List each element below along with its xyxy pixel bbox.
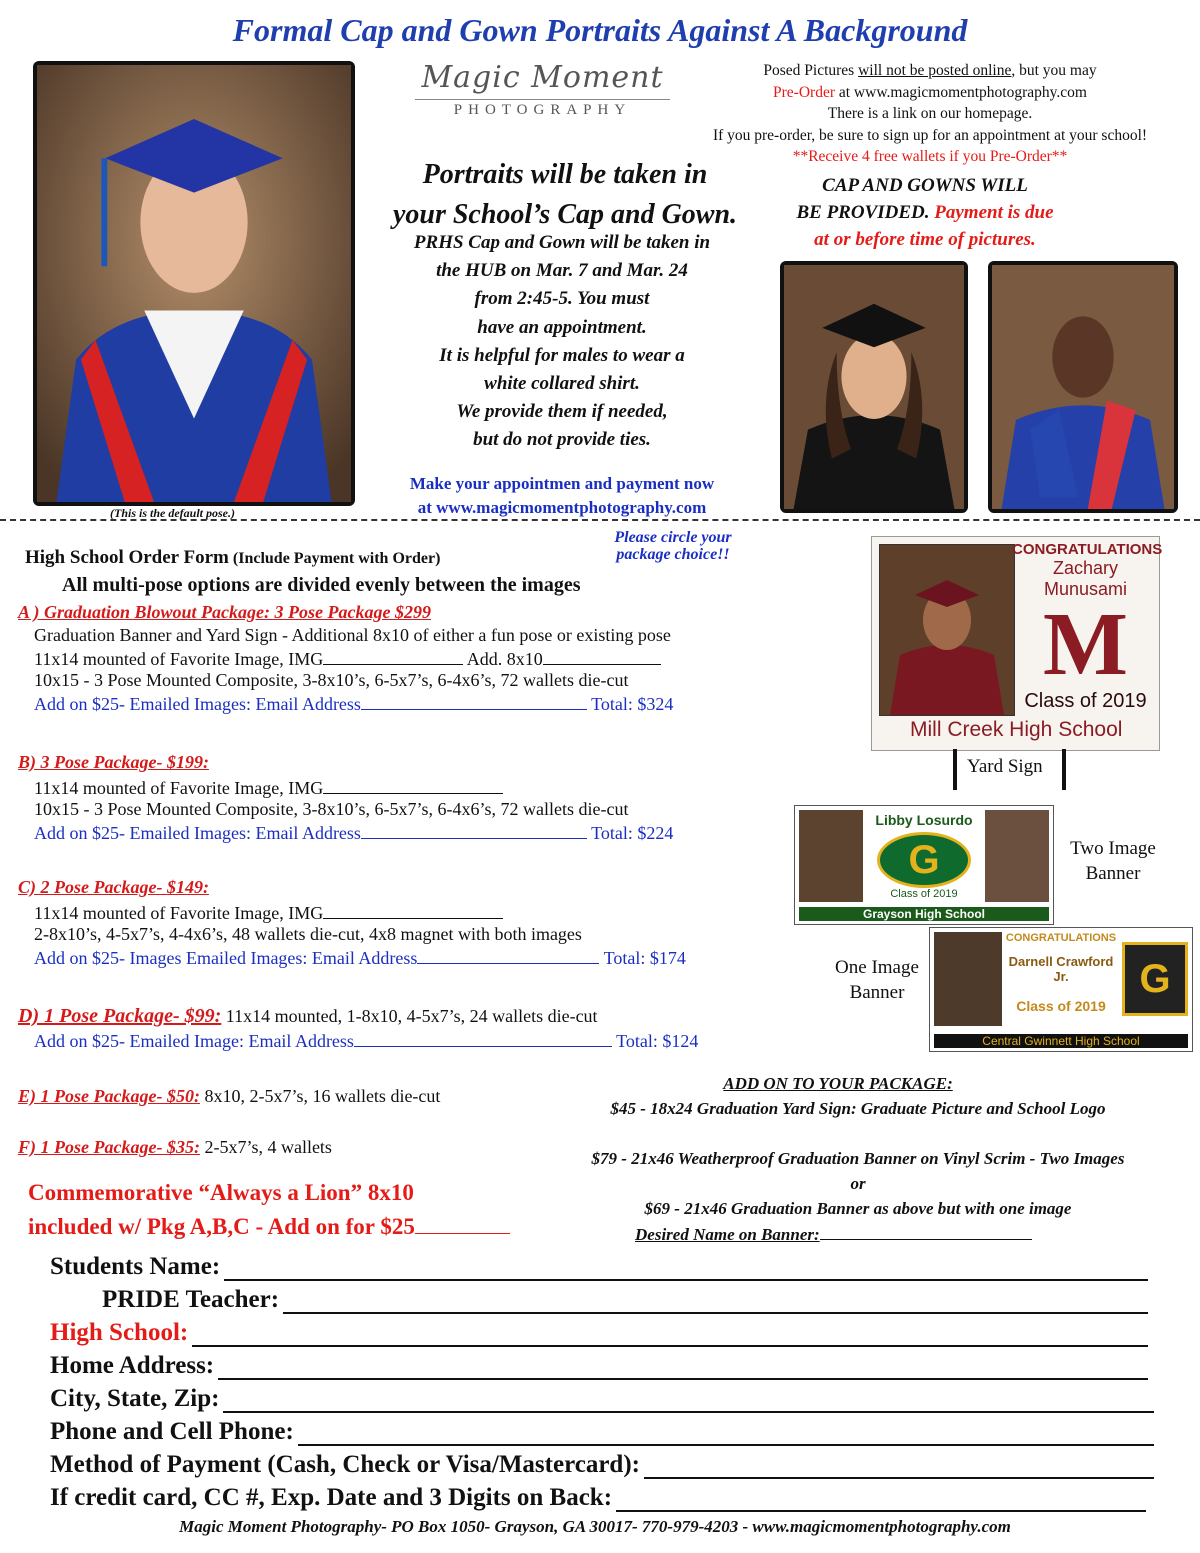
appointment-link[interactable]: Make your appointmen and payment now at www.magicmomentphotography.com <box>409 474 715 517</box>
notice-line1: Posed Pictures will not be posted online, but you may <box>763 62 1097 79</box>
addons-heading: ADD ON TO YOUR PACKAGE: <box>723 1074 953 1093</box>
page-title: Formal Cap and Gown Portraits Against A Background <box>232 12 968 48</box>
phone-field[interactable]: Phone and Cell Phone: <box>50 1418 1154 1446</box>
payment-method-field[interactable]: Method of Payment (Cash, Check or Visa/Mastercard): <box>50 1451 1154 1479</box>
yard-sign-class: Class of 2019 <box>1024 690 1147 712</box>
female-portrait-blue-gown <box>988 261 1178 513</box>
cap-gowns-notice: CAP AND GOWNS WILL BE PROVIDED. Payment is due at or before time of pictures. <box>796 175 1054 250</box>
two-image-banner-label: Two Image Banner <box>1070 838 1156 884</box>
main-portrait-caption: (This is the default pose.) <box>110 506 235 520</box>
students-name-field[interactable]: Students Name: <box>50 1253 1148 1281</box>
home-address-field[interactable]: Home Address: <box>50 1352 1148 1380</box>
two-image-school: Grayson High School <box>799 907 1049 921</box>
yard-sign-name: Zachary Munusami <box>1043 558 1128 599</box>
logo-sub: PHOTOGRAPHY <box>453 102 632 118</box>
city-state-zip-field[interactable]: City, State, Zip: <box>50 1385 1154 1413</box>
addon-one-image-banner[interactable]: $69 - 21x46 Graduation Banner as above but with one image <box>644 1199 1072 1218</box>
yard-sign-stake-right <box>1062 749 1066 790</box>
logo-script: Magic Moment <box>421 60 664 95</box>
notice-line2: Pre-Order at www.magicmomentphotography.com <box>773 83 1087 101</box>
high-school-field[interactable]: High School: <box>50 1319 1148 1347</box>
magic-moment-logo <box>405 60 680 119</box>
schedule-details: PRHS Cap and Gown will be taken in the HUB on Mar. 7 and Mar. 24 from 2:45-5. You must have an appointment. It is helpful for males to wear a white collared shirt. We provide them if needed, but do not provide ties. <box>413 232 711 451</box>
commemorative-addon[interactable]: Commemorative “Always a Lion” 8x10 included w/ Pkg A,B,C - Add on for $25 <box>28 1177 510 1243</box>
one-image-congrats: CONGRATULATIONS <box>1005 932 1117 944</box>
package-b-title: B) 3 Pose Package- $199: <box>18 752 209 772</box>
grayson-logo: G <box>877 832 971 888</box>
yard-sign-school: Mill Creek High School <box>910 718 1123 741</box>
credit-card-field[interactable]: If credit card, CC #, Exp. Date and 3 Digits on Back: <box>50 1484 1146 1512</box>
package-a[interactable]: A ) Graduation Blowout Package: 3 Pose Package $299 Graduation Banner and Yard Sign - Additional 8x10 of either a fun pose or existing pose 11x14 mounted of Favorite Image, IMG Add. 8x10 10x15 - 3 Pose Mounted Composite, 3-8x10’s, 6-5x7’s, 6-4x6’s, 72 wallets die-cut Add on $25- Emailed Images: Email Address Total: $324 <box>18 602 674 714</box>
notice-line4: If you pre-order, be sure to sign up for an appointment at your school! <box>712 126 1148 144</box>
portraits-heading: Portraits will be taken in your School’s Cap and Gown. <box>392 159 738 230</box>
package-d-title: D) 1 Pose Package- $99: <box>18 1005 222 1027</box>
package-d[interactable]: D) 1 Pose Package- $99: 11x14 mounted, 1-8x10, 4-5x7’s, 24 wallets die-cut Add on $25- Emailed Image: Email Address Total: $124 <box>18 1005 699 1051</box>
preorder-label: Pre-Order <box>773 83 835 101</box>
package-b[interactable]: B) 3 Pose Package- $199: 11x14 mounted of Favorite Image, IMG 10x15 - 3 Pose Mounted Composite, 3-8x10’s, 6-5x7’s, 6-4x6’s, 72 wallets die-cut Add on $25- Emailed Images: Email Address Total: $224 <box>18 752 674 843</box>
multi-pose-note: All multi-pose options are divided evenly between the images <box>62 574 581 596</box>
order-form-heading: High School Order Form (Include Payment with Order) <box>25 547 441 568</box>
yard-sign-stake-left <box>953 749 957 790</box>
addons-section: ADD ON TO YOUR PACKAGE: $45 - 18x24 Graduation Yard Sign: Graduate Picture and School Logo $79 - 21x46 Weatherproof Graduation Banner on Vinyl Scrim - Two Images or $69 - 21x46 Graduation Banner as above but with one image Desired Name on Banner: <box>528 1071 1188 1247</box>
preorder-notice <box>660 60 1200 168</box>
desired-name-field[interactable]: Desired Name on Banner: <box>635 1221 1188 1247</box>
addon-two-image-banner[interactable]: $79 - 21x46 Weatherproof Graduation Banner on Vinyl Scrim - Two Images <box>591 1149 1125 1168</box>
one-image-class: Class of 2019 <box>1016 998 1106 1014</box>
package-e[interactable]: E) 1 Pose Package- $50: 8x10, 2-5x7’s, 16 wallets die-cut <box>18 1086 441 1106</box>
one-image-banner-sample <box>929 927 1193 1052</box>
notice-line5: **Receive 4 free wallets if you Pre-Order** <box>792 148 1068 165</box>
central-gwinnett-logo: G <box>1122 942 1188 1016</box>
mill-creek-logo: M <box>1043 595 1128 694</box>
addon-yard-sign[interactable]: $45 - 18x24 Graduation Yard Sign: Graduate Picture and School Logo <box>610 1099 1106 1118</box>
female-portrait-black-gown <box>780 261 968 513</box>
section-divider <box>0 519 1200 521</box>
one-image-banner-label: One Image Banner <box>835 957 919 1003</box>
footer-contact: Magic Moment Photography- PO Box 1050- Grayson, GA 30017- 770-979-4203 - www.magicmomentphotography.com <box>179 1517 1011 1536</box>
yard-sign-sample <box>871 536 1163 751</box>
notice-line3: There is a link on our homepage. <box>827 105 1033 122</box>
yard-sign-congrats: CONGRATULATIONS <box>1012 541 1163 558</box>
two-image-name: Libby Losurdo <box>875 812 973 828</box>
two-image-class: Class of 2019 <box>890 888 958 900</box>
package-f[interactable]: F) 1 Pose Package- $35: 2-5x7’s, 4 wallets <box>18 1137 332 1157</box>
package-a-title: A ) Graduation Blowout Package: 3 Pose Package $299 <box>18 602 431 622</box>
pride-teacher-field[interactable]: PRIDE Teacher: <box>102 1286 1148 1314</box>
yard-sign-label: Yard Sign <box>967 756 1043 777</box>
package-c-title: C) 2 Pose Package- $149: <box>18 877 209 897</box>
circle-package-note: Please circle your package choice!! <box>614 529 732 563</box>
two-image-banner-sample <box>794 805 1054 925</box>
package-c[interactable]: C) 2 Pose Package- $149: 11x14 mounted of Favorite Image, IMG 2-8x10’s, 4-5x7’s, 4-4x6’s, 48 wallets die-cut, 4x8 magnet with both images Add on $25- Images Emailed Images: Email Address Total: $174 <box>18 877 686 968</box>
main-portrait-photo <box>33 61 355 506</box>
package-f-title: F) 1 Pose Package- $35: <box>18 1137 200 1157</box>
one-image-school: Central Gwinnett High School <box>934 1034 1188 1048</box>
package-e-title: E) 1 Pose Package- $50: <box>18 1086 200 1106</box>
one-image-name: Darnell Crawford Jr. <box>1008 954 1114 984</box>
